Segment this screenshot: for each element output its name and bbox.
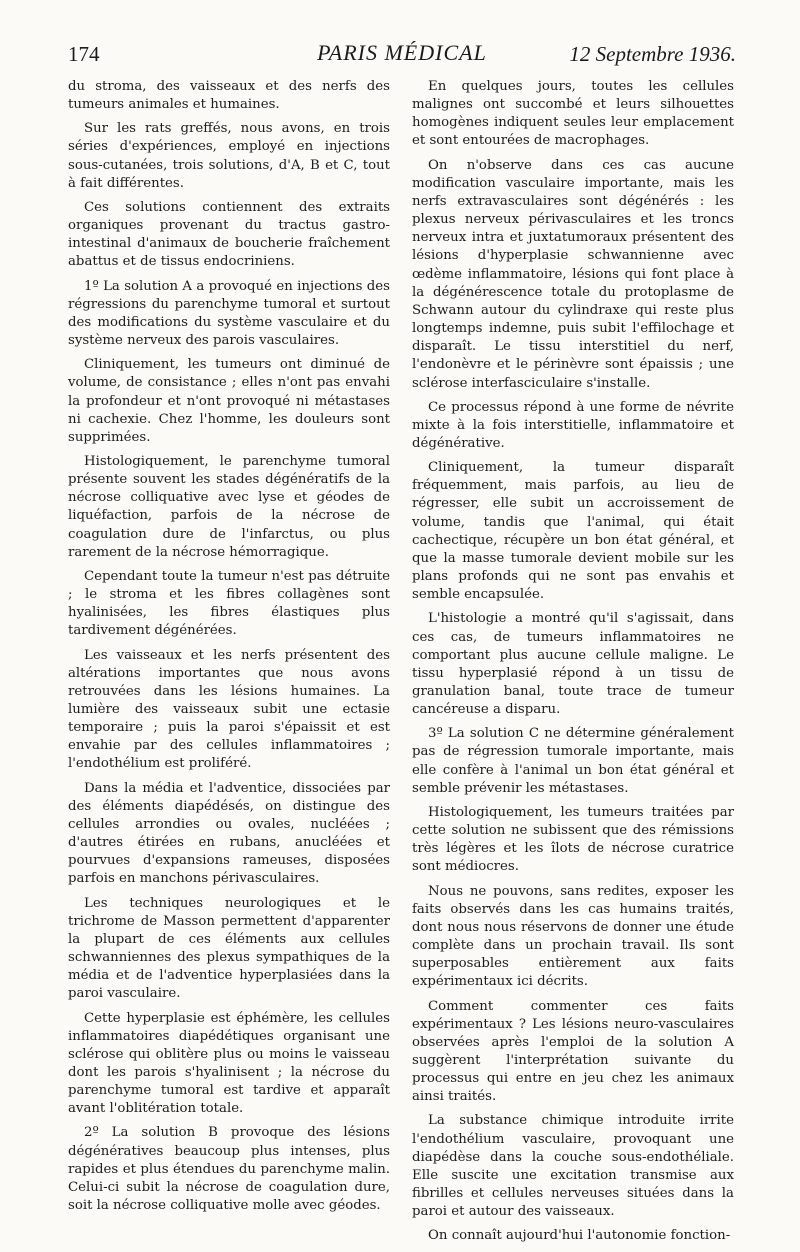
paragraph: Ce processus répond à une forme de névrite mixte à la fois interstitielle, inflammatoire et dégénérative. — [412, 399, 734, 451]
right-column — [412, 78, 734, 1252]
paragraph: 3º La solution C ne détermine généralement pas de régression tumorale importante, mais elle confère à l'animal un bon état général et semble prévenir les métastases. — [412, 726, 734, 796]
paragraph: Les vaisseaux et les nerfs présentent des altérations importantes que nous avons retrouvées dans les lésions humaines. La lumière des vaisseaux subit une ectasie temporaire ; puis la paroi s'épaissit et est envahie par des cellules inflammatoires ; l'endothélium est proliféré. — [68, 647, 390, 772]
paragraph: Cependant toute la tumeur n'est pas détruite ; le stroma et les fibres collagènes sont hyalinisées, les fibres élastiques plus tardivement dégénérées. — [68, 568, 390, 639]
paragraph: Sur les rats greffés, nous avons, en trois séries d'expériences, employé en injections sous-cutanées, trois solutions, d'A, B et C, tout à fait différentes. — [68, 121, 390, 191]
left-column — [68, 78, 390, 1221]
paragraph: L'histologie a montré qu'il s'agissait, dans ces cas, de tumeurs inflammatoires ne comportant plus aucune cellule maligne. Le tissu hyperplasié répond à un tissu de granulation banal, toute trace de tumeur cancéreuse a disparu. — [412, 611, 734, 718]
paragraph: Cliniquement, la tumeur disparaît fréquemment, mais parfois, au lieu de régresser, elle subit un accroissement de volume, tandis que l'animal, qui était cachectique, récupère un bon état général, et que la masse tumorale devient mobile sur les plans profonds qui ne sont pas envahis et semble encapsulée. — [412, 460, 734, 603]
paragraph: Ces solutions contiennent des extraits organiques provenant du tractus gastro-intestinal d'animaux de boucherie fraîchement abattus et de tissus endocriniens. — [68, 199, 390, 270]
paragraph: Les techniques neurologiques et le trichrome de Masson permettent d'apparenter la plupart de ces éléments aux cellules schwanniennes des plexus sympathiques de la média et de l'adventice hyperplasiées dans la paroi vasculaire. — [68, 895, 390, 1002]
paragraph: En quelques jours, toutes les cellules malignes ont succombé et leurs silhouettes homogènes indiquent seules leur emplacement et sont entourées de macrophages. — [412, 79, 734, 149]
paragraph: du stroma, des vaisseaux et des nerfs des tumeurs animales et humaines. — [68, 79, 390, 113]
paragraph: Cette hyperplasie est éphémère, les cellules inflammatoires diapédétiques organisant une sclérose qui oblitère plus ou moins le vaisseau dont les parois s'hyalinisent ; la nécrose du parenchyme tumoral est tardive et apparaît avant l'oblitération totale. — [68, 1010, 390, 1117]
paragraph: Histologiquement, le parenchyme tumoral présente souvent les stades dégénératifs de la nécrose colliquative avec lyse et géodes de liquéfaction, parfois de la nécrose de coagulation dure de l'infarctus, ou plus rarement de la nécrose hémorragique. — [68, 453, 390, 560]
paragraph: Nous ne pouvons, sans redites, exposer les faits observés dans les cas humains traités, dont nous nous réservons de donner une étude complète dans un prochain travail. Ils sont superposables entièrement aux faits expérimentaux ici décrits. — [412, 883, 734, 990]
journal-title: PARIS MÉDICAL — [317, 40, 487, 65]
paragraph: Dans la média et l'adventice, dissociées par des éléments diapédésés, on distingue des cellules arrondies ou ovales, nucléées ; d'autres étirées en rubans, anucléées et pourvues d'expansions rameuses, disposées parfois en manchons périvasculaires. — [68, 780, 390, 887]
paragraph: 2º La solution B provoque des lésions dégénératives beaucoup plus intenses, plus rapides et plus étendues du parenchyme malin. Celui-ci subit la nécrose de coagulation dure, soit la nécrose colliquative molle avec géodes. — [68, 1125, 390, 1214]
paragraph: Histologiquement, les tumeurs traitées par cette solution ne subissent que des rémissions très légères et les îlots de nécrose curatrice sont médiocres. — [412, 804, 734, 875]
paragraph: On n'observe dans ces cas aucune modification vasculaire importante, mais les nerfs extravasculaires sont dégénérés : les plexus nerveux périvasculaires et les troncs nerveux intra et juxtatumoraux présentent des lésions d'hyperplasie schwannienne avec œdème inflammatoire, lésions qui font place à la dégénérescence totale du protoplasme de Schwann autour du cylindraxe qui reste plus longtemps indemne, puis subit l'effilochage et disparaît. Le tissu interstitiel du nerf, l'endonèvre et le périnèvre sont épaissis ; une sclérose interfasciculaire s'installe. — [412, 157, 734, 391]
paragraph: Cliniquement, les tumeurs ont diminué de volume, de consistance ; elles n'ont pas envahi la profondeur et n'ont provoqué ni métastases ni cachexie. Chez l'homme, les douleurs sont supprimées. — [68, 357, 390, 445]
paragraph: Comment commenter ces faits expérimentaux ? Les lésions neuro-vasculaires observées après l'emploi de la solution A suggèrent l'interprétation suivante du processus qui entre en jeu chez les animaux ainsi traités. — [412, 998, 734, 1105]
paragraph: On connaît aujourd'hui l'autonomie fonction- — [428, 1228, 731, 1244]
issue-date: 12 Septembre 1936. — [569, 42, 736, 66]
page-header — [68, 40, 736, 70]
page-number: 174 — [68, 42, 100, 66]
paragraph: La substance chimique introduite irrite l'endothélium vasculaire, provoquant une diapédèse dans la couche sous-endothéliale. Elle suscite une excitation transmise aux fibrilles et cellules nerveuses situées dans la paroi et autour des vaisseaux. — [412, 1113, 734, 1220]
paragraph: 1º La solution A a provoqué en injections des régressions du parenchyme tumoral et surtout des modifications du système vasculaire et du système nerveux des parois vasculaires. — [68, 278, 390, 349]
